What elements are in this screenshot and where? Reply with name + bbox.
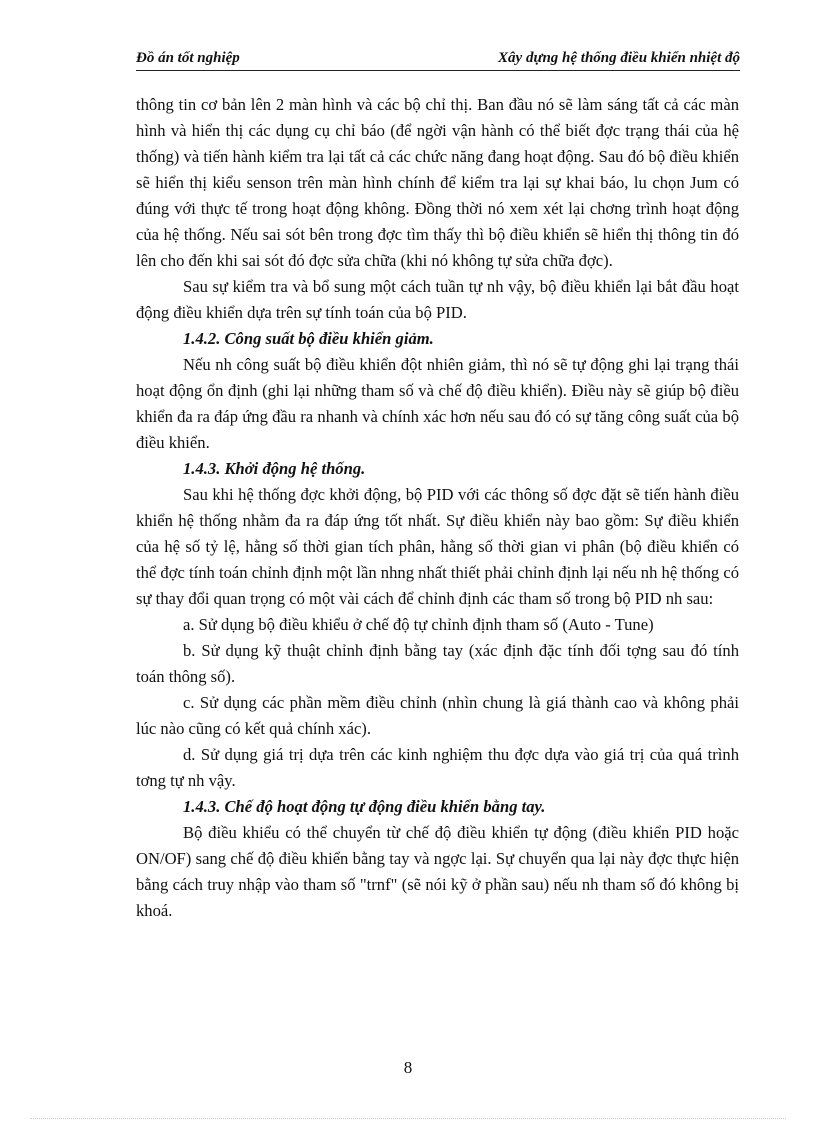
paragraph-intro: thông tin cơ bản lên 2 màn hình và các bộ chỉ thị. Ban đầu nó sẽ làm sáng tất cả các màn hình và hiển thị các dụng cụ chỉ báo (để ngời vận hành có thể biết đợc trạng thái của hệ thống) và tiến hành kiểm tra lại tất cả các chức năng đang hoạt động. Sau đó bộ điều khiển sẽ hiển thị kiểu senson trên màn hình chính để kiểm tra lại sự khai báo, lu chọn Jum có đúng với thực tế trong hoạt động không. Đồng thời nó xem xét lại chơng trình hoạt động của hệ thống. Nếu sai sót bên trong đợc tìm thấy thì bộ điều khiển sẽ hiển thị thông tin đó lên cho đến khi sai sót đó đợc sửa chữa (khi nó không tự sửa chữa đợc). xyxy=(136,95,739,270)
section-heading-startup: 1.4.3. Khởi động hệ thống. xyxy=(183,459,366,478)
bottom-dotted-divider xyxy=(30,1118,786,1119)
list-item-a: a. Sử dụng bộ điều khiểu ở chế độ tự chỉnh định tham số (Auto - Tune) xyxy=(183,615,654,634)
paragraph-power-drop: Nếu nh công suất bộ điều khiển đột nhiên giảm, thì nó sẽ tự động ghi lại trạng thái hoạt động ổn định (ghi lại những tham số và chế độ điều khiển). Điều này sẽ giúp bộ điều khiển đa ra đáp ứng đầu ra nhanh và chính xác hơn nếu sau đó có sự tăng công suất của bộ điều khiển. xyxy=(136,355,739,452)
paragraph-manual-mode: Bộ điều khiểu có thể chuyển từ chế độ điều khiển tự động (điều khiển PID hoặc ON/OF) sang chế độ điều khiển bằng tay và ngợc lại. Sự chuyển qua lại này đợc thực hiện bằng cách truy nhập vào tham số "trnf" (sẽ nói kỹ ở phần sau) nếu nh tham số đó không bị khoá. xyxy=(136,823,739,920)
list-item-b: b. Sử dụng kỹ thuật chỉnh định bằng tay (xác định đặc tính đối tợng sau đó tính toán thông số). xyxy=(136,641,739,686)
header-left-title: Đồ án tốt nghiệp xyxy=(136,50,240,66)
header-right-title: Xây dựng hệ thống điều khiển nhiệt độ xyxy=(498,50,740,66)
document-body xyxy=(136,92,739,924)
section-heading-manual-mode: 1.4.3. Chế độ hoạt động tự động điều khiển bằng tay. xyxy=(183,797,546,816)
section-heading-power-drop: 1.4.2. Công suất bộ điều khiển giảm. xyxy=(183,329,434,348)
paragraph-pid-restart: Sau sự kiểm tra và bổ sung một cách tuần tự nh vậy, bộ điều khiển lại bắt đầu hoạt động điều khiển dựa trên sự tính toán của bộ PID. xyxy=(136,277,739,322)
page-header xyxy=(136,48,740,71)
page-number: 8 xyxy=(403,1058,413,1077)
list-item-d: d. Sử dụng giá trị dựa trên các kinh nghiệm thu đợc dựa vào giá trị của quá trình tơng tự nh vậy. xyxy=(136,745,739,790)
paragraph-startup: Sau khi hệ thống đợc khởi động, bộ PID với các thông số đợc đặt sẽ tiến hành điều khiển hệ thống nhằm đa ra đáp ứng tốt nhất. Sự điều khiển này bao gồm: Sự điều khiển của hệ số tỷ lệ, hằng số thời gian tích phân, hằng số thời gian vi phân (bộ điều khiển có thể đợc tính toán chỉnh định một lần nhng nhất thiết phải chỉnh định lại nếu nh hệ thống có sự thay đổi quan trọng có một vài cách để chỉnh định các tham số trong bộ PID nh sau: xyxy=(136,485,739,608)
list-item-c: c. Sử dụng các phần mềm điều chỉnh (nhìn chung là giá thành cao và không phải lúc nào cũng có kết quả chính xác). xyxy=(136,693,739,738)
